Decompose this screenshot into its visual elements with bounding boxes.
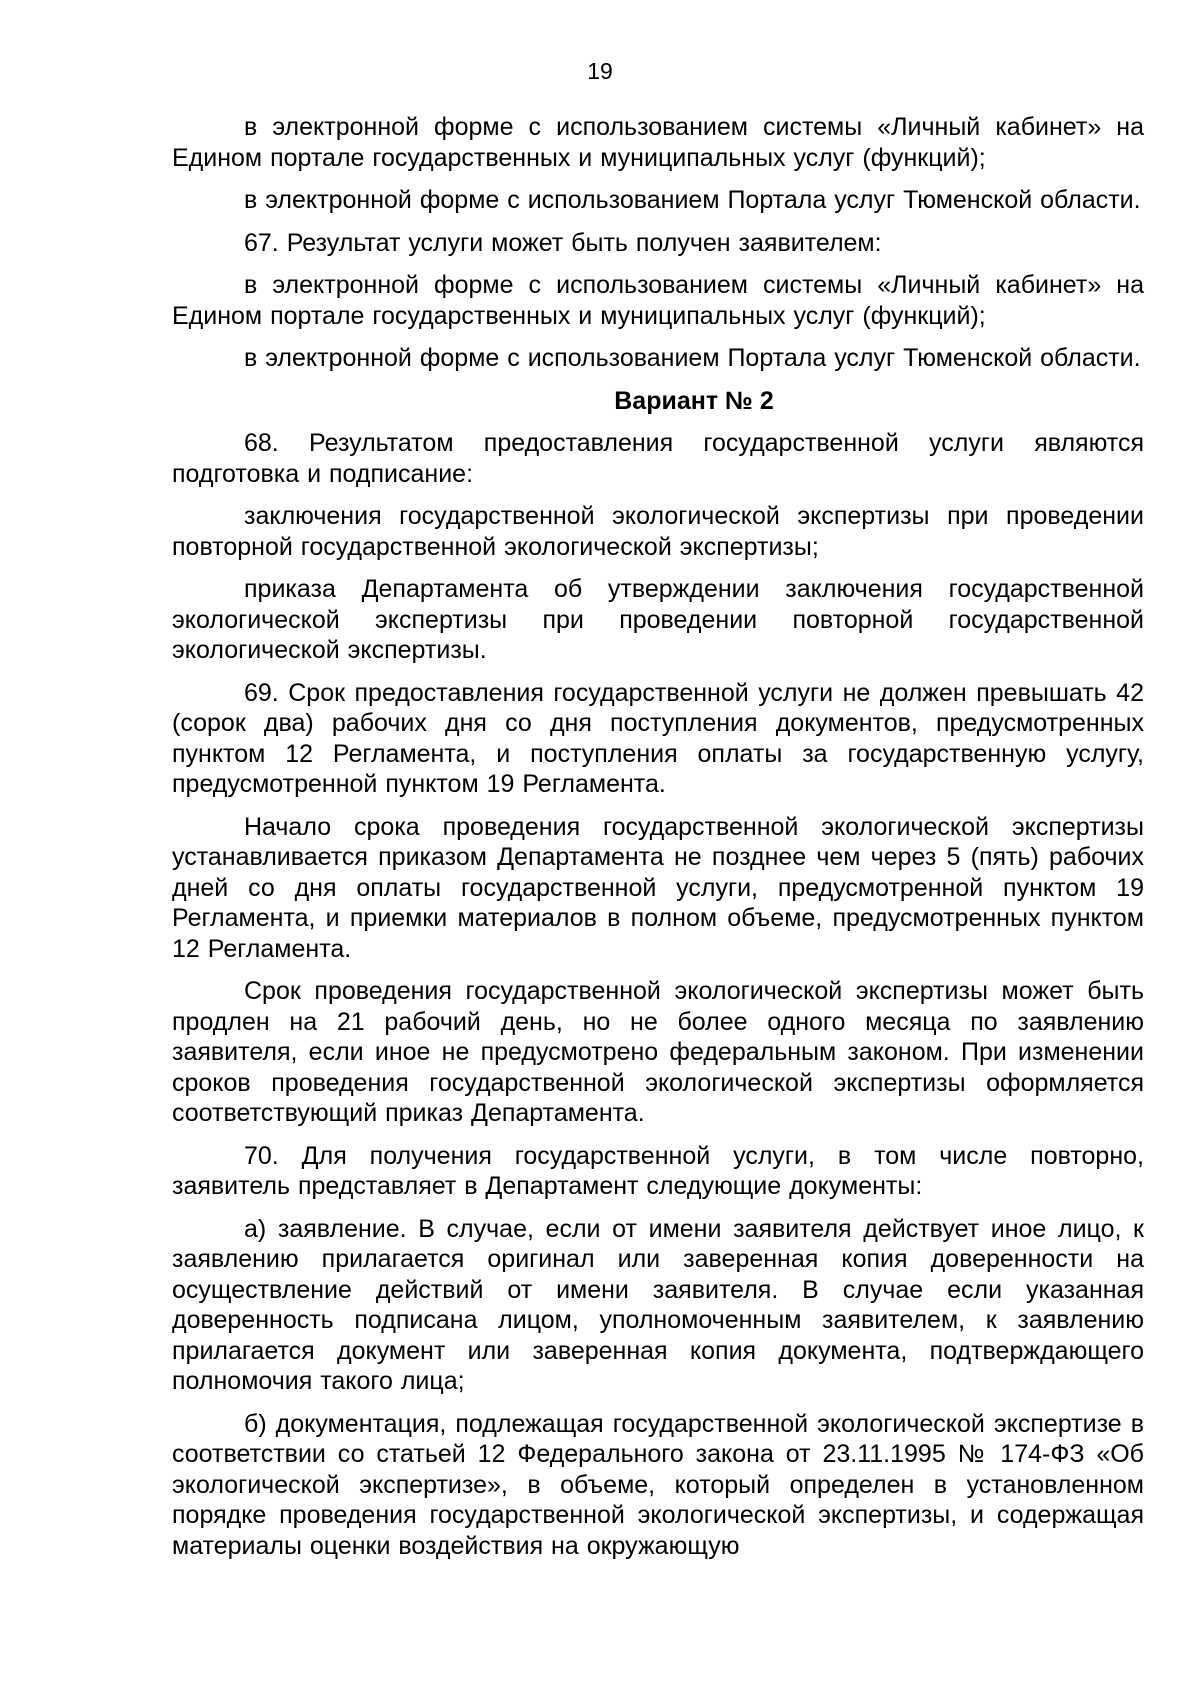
paragraph-tyumen-portal-1: в электронной форме с использованием Портала услуг Тюменской области. xyxy=(244,186,1141,214)
document-body xyxy=(172,112,1144,1573)
paragraph-69-start: Начало срока проведения государственной экологической экспертизы устанавливается приказом Департамента не позднее чем через 5 (пять) рабочих дней со дня оплаты государственной услуги, предусмотренной пунктом 19 Регламента, и приемки материалов в полном объеме, предусмотренных пунктом 12 Регламента. xyxy=(172,812,1144,963)
section-heading: Вариант № 2 xyxy=(614,386,774,415)
paragraph-70: 70. Для получения государственной услуги, в том числе повторно, заявитель представляет в Департамент следующие документы: xyxy=(172,1141,1144,1200)
paragraph-70-b: б) документация, подлежащая государственной экологической экспертизе в соответствии со статьей 12 Федерального закона от 23.11.1995 № 174-ФЗ «Об экологической экспертизе», в объеме, который определен в установленном порядке проведения государственной экологической экспертизы, и содержащая материалы оценки воздействия на окружающую xyxy=(172,1409,1144,1560)
page-number: 19 xyxy=(587,58,613,84)
paragraph-70-a: а) заявление. В случае, если от имени заявителя действует иное лицо, к заявлению прилагается оригинал или заверенная копия доверенности на осуществление действий от имени заявителя. В случае если указанная доверенность подписана лицом, уполномоченным заявителем, к заявлению прилагается документ или заверенная копия документа, подтверждающего полномочия такого лица; xyxy=(172,1214,1144,1395)
paragraph-69-extension: Срок проведения государственной экологической экспертизы может быть продлен на 21 рабочий день, но не более одного месяца по заявлению заявителя, если иное не предусмотрено федеральным законом. При изменении сроков проведения государственной экологической экспертизы оформляется соответствующий приказ Департамента. xyxy=(172,977,1144,1127)
paragraph-lk-portal-1: в электронной форме с использованием системы «Личный кабинет» на Едином портале государственных и муниципальных услуг (функций); xyxy=(172,113,1144,172)
paragraph-67: 67. Результат услуги может быть получен заявителем: xyxy=(244,228,882,257)
paragraph-69: 69. Срок предоставления государственной услуги не должен превышать 42 (сорок два) рабочих дня со дня поступления документов, предусмотренных пунктом 12 Регламента, и поступления оплаты за государственную услугу, предусмотренной пунктом 19 Регламента. xyxy=(172,678,1144,798)
paragraph-68: 68. Результатом предоставления государственной услуги являются подготовка и подписание: xyxy=(172,429,1144,488)
paragraph-tyumen-portal-2: в электронной форме с использованием Портала услуг Тюменской области. xyxy=(244,344,1141,372)
paragraph-68-item-order: приказа Департамента об утверждении заключения государственной экологической экспертизы при проведении повторной государственной экологической экспертизы. xyxy=(172,575,1144,664)
paragraph-lk-portal-2: в электронной форме с использованием системы «Личный кабинет» на Едином портале государственных и муниципальных услуг (функций); xyxy=(172,271,1144,330)
paragraph-68-item-conclusion: заключения государственной экологической экспертизы при проведении повторной государственной экологической экспертизы; xyxy=(172,502,1144,561)
